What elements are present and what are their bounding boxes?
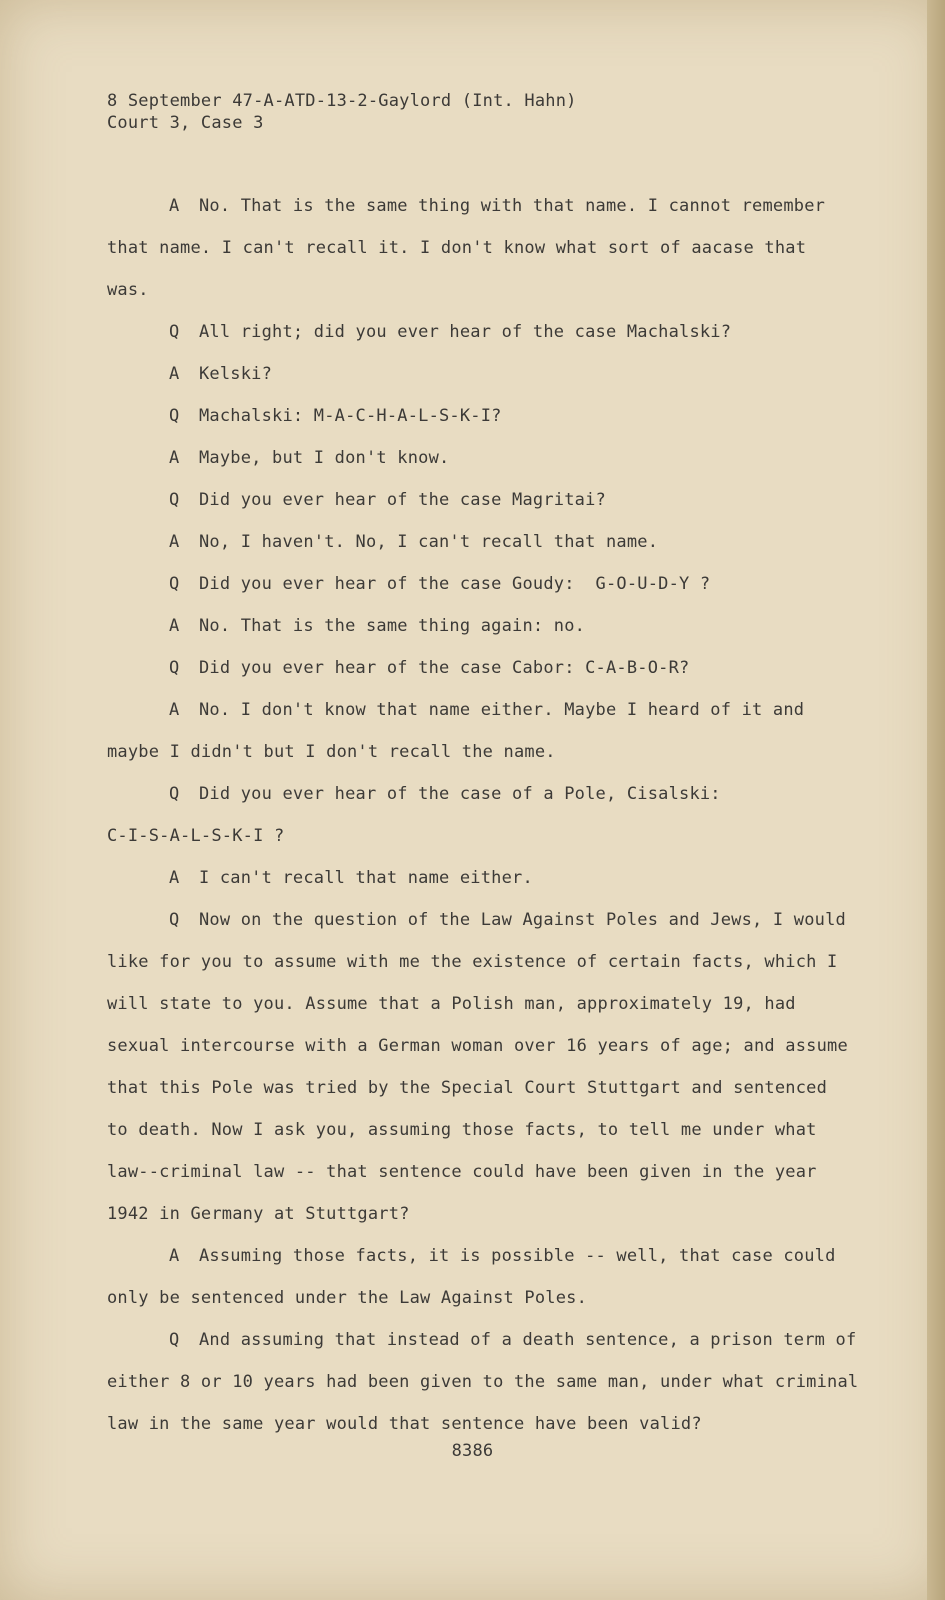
speaker-label: Q	[169, 490, 180, 510]
line-text: that this Pole was tried by the Special Court Stuttgart and sentenced	[107, 1078, 828, 1098]
line-text: 1942 in Germany at Stuttgart?	[107, 1204, 410, 1224]
line-text: like for you to assume with me the existence of certain facts, which I	[107, 952, 838, 972]
page-edge	[927, 0, 945, 1600]
line-text: sexual intercourse with a German woman over 16 years of age; and assume	[107, 1036, 848, 1056]
line-text: maybe I didn't but I don't recall the name.	[107, 742, 556, 762]
transcript-line	[107, 396, 852, 438]
line-text: Did you ever hear of the case of a Pole, Cisalski:	[199, 784, 721, 804]
line-text: Did you ever hear of the case Goudy: G-O-U-D-Y ?	[199, 574, 711, 594]
transcript-line	[107, 228, 852, 270]
speaker-label: Q	[169, 322, 180, 342]
line-text: either 8 or 10 years had been given to the same man, under what criminal	[107, 1372, 859, 1392]
transcript-line	[107, 186, 852, 228]
transcript-line	[107, 312, 852, 354]
transcript-line	[107, 1152, 852, 1194]
speaker-label: Q	[169, 910, 180, 930]
transcript-body	[107, 186, 859, 1446]
speaker-label: Q	[169, 406, 180, 426]
line-text: law--criminal law -- that sentence could have been given in the year	[107, 1162, 817, 1182]
transcript-line	[107, 774, 852, 816]
line-text: And assuming that instead of a death sentence, a prison term of	[199, 1330, 857, 1350]
transcript-line	[107, 564, 852, 606]
transcript-line	[107, 858, 852, 900]
speaker-label: A	[169, 448, 180, 468]
line-text: I can't recall that name either.	[199, 868, 533, 888]
line-text: Did you ever hear of the case Cabor: C-A-B-O-R?	[199, 658, 690, 678]
transcript-line	[107, 1362, 859, 1404]
transcript-line	[107, 438, 852, 480]
speaker-label: Q	[169, 658, 180, 678]
transcript-line	[107, 648, 852, 690]
transcript-line	[107, 900, 852, 942]
speaker-label: A	[169, 364, 180, 384]
transcript-line	[107, 816, 852, 858]
transcript-line	[107, 1110, 852, 1152]
line-text: No. That is the same thing with that name. I cannot remember	[199, 196, 826, 216]
transcript-line	[107, 1278, 852, 1320]
line-text: to death. Now I ask you, assuming those facts, to tell me under what	[107, 1120, 817, 1140]
speaker-label: A	[169, 700, 180, 720]
speaker-label: Q	[169, 1330, 180, 1350]
header-line-court: Court 3, Case 3	[107, 113, 264, 133]
line-text: Kelski?	[199, 364, 273, 384]
line-text: Maybe, but I don't know.	[199, 448, 450, 468]
transcript-line	[107, 942, 852, 984]
page-number: 8386	[451, 1441, 494, 1461]
transcript-line	[107, 690, 852, 732]
transcript-line	[107, 732, 852, 774]
line-text: No. I don't know that name either. Maybe I heard of it and	[199, 700, 805, 720]
document-header	[107, 90, 577, 134]
line-text: will state to you. Assume that a Polish man, approximately 19, had	[107, 994, 796, 1014]
speaker-label: A	[169, 196, 180, 216]
transcript-line	[107, 480, 852, 522]
transcript-line	[107, 1068, 852, 1110]
transcript-line	[107, 1194, 852, 1236]
line-text: Now on the question of the Law Against Poles and Jews, I would	[199, 910, 846, 930]
transcript-line	[107, 1404, 852, 1446]
line-text: that name. I can't recall it. I don't know what sort of aacase that	[107, 238, 807, 258]
transcript-line	[107, 1320, 857, 1362]
line-text: C-I-S-A-L-S-K-I ?	[107, 826, 285, 846]
line-text: No, I haven't. No, I can't recall that name.	[199, 532, 659, 552]
speaker-label: Q	[169, 784, 180, 804]
speaker-label: A	[169, 1246, 180, 1266]
line-text: No. That is the same thing again: no.	[199, 616, 586, 636]
speaker-label: A	[169, 616, 180, 636]
line-text: Did you ever hear of the case Magritai?	[199, 490, 606, 510]
transcript-line	[107, 984, 852, 1026]
line-text: law in the same year would that sentence have been valid?	[107, 1414, 702, 1434]
transcript-line	[107, 522, 852, 564]
transcript-line	[107, 1236, 852, 1278]
transcript-line	[107, 606, 852, 648]
transcript-line	[107, 354, 852, 396]
speaker-label: Q	[169, 574, 180, 594]
speaker-label: A	[169, 868, 180, 888]
line-text: was.	[107, 280, 149, 300]
line-text: All right; did you ever hear of the case Machalski?	[199, 322, 732, 342]
transcript-line	[107, 1026, 852, 1068]
speaker-label: A	[169, 532, 180, 552]
line-text: only be sentenced under the Law Against Poles.	[107, 1288, 588, 1308]
header-line-date: 8 September 47-A-ATD-13-2-Gaylord (Int. Hahn)	[107, 91, 577, 111]
transcript-line	[107, 270, 852, 312]
line-text: Machalski: M-A-C-H-A-L-S-K-I?	[199, 406, 502, 426]
line-text: Assuming those facts, it is possible -- well, that case could	[199, 1246, 836, 1266]
